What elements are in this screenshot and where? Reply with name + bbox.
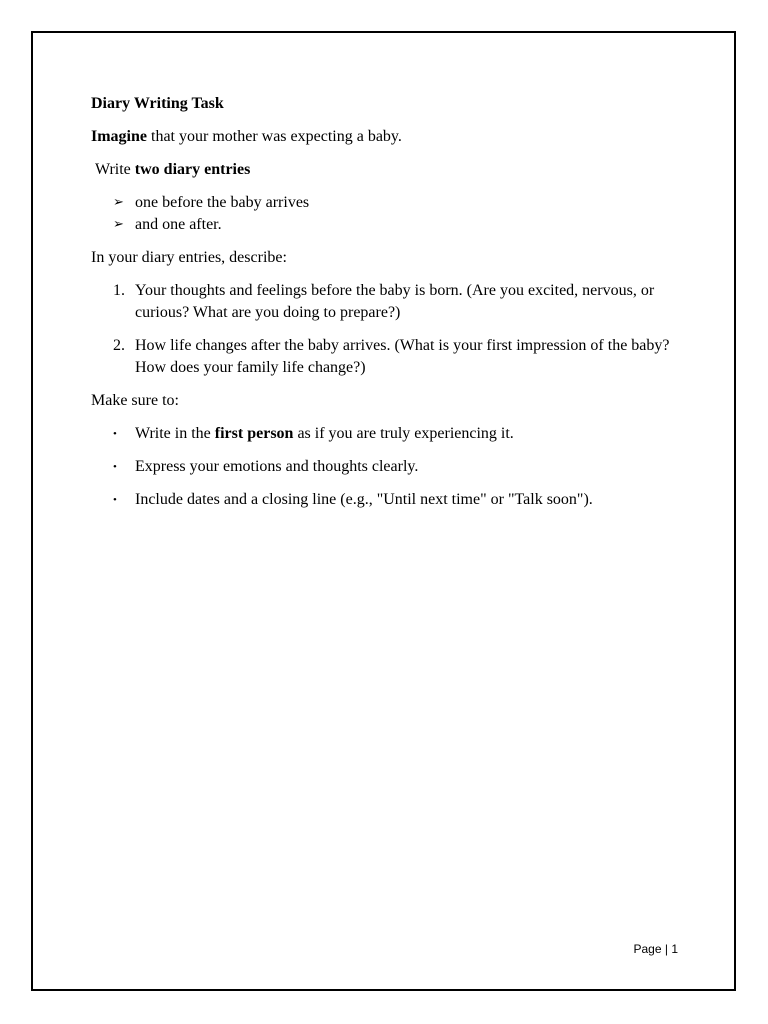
list-item [91,423,691,445]
bullet-dot-icon: • [113,494,117,506]
bullet-dot-icon: • [113,461,117,473]
list-item-text: Include dates and a closing line (e.g., "Until next time" or "Talk soon"). [135,491,593,508]
bullet-dot-icon: • [113,428,117,440]
list-item-text: one before the baby arrives [135,194,310,211]
list-item [91,456,691,478]
document-title: Diary Writing Task [91,95,224,112]
list-item [91,280,691,324]
intro-bold: Imagine [91,128,147,145]
instruction-text: Write [95,161,135,178]
list-item-text: How life changes after the baby arrives. (What is your first impression of the baby? How does your family life change?) [135,337,670,376]
page-label: Page [633,942,662,956]
document-body [91,93,691,522]
list-item [91,335,691,379]
instruction-paragraph [91,159,691,181]
requirements-list [91,423,691,511]
make-sure-label: Make sure to: [91,392,179,409]
page-separator: | [664,942,668,956]
list-number: 2. [113,337,125,354]
numbered-list [91,280,691,379]
entries-list [91,192,691,236]
list-item-text: Express your emotions and thoughts clearly. [135,458,419,475]
list-item-text: Write in the [135,425,215,442]
arrow-bullet-icon: ➢ [113,217,124,232]
list-item-bold: first person [214,425,294,442]
intro-text: that your mother was expecting a baby. [147,128,402,145]
list-item [91,214,691,236]
list-number: 1. [113,282,125,299]
intro-paragraph [91,126,691,148]
arrow-bullet-icon: ➢ [113,195,124,210]
list-item-text: and one after. [135,216,222,233]
list-item-text: as if you are truly experiencing it. [293,425,514,442]
instruction-bold: two diary entries [134,161,251,178]
page-footer [633,942,678,956]
describe-label: In your diary entries, describe: [91,249,287,266]
list-item [91,192,691,214]
page-number: 1 [671,942,678,956]
list-item-text: Your thoughts and feelings before the baby is born. (Are you excited, nervous, or curious? What are you doing to prepare?) [135,282,655,321]
list-item [91,489,691,511]
